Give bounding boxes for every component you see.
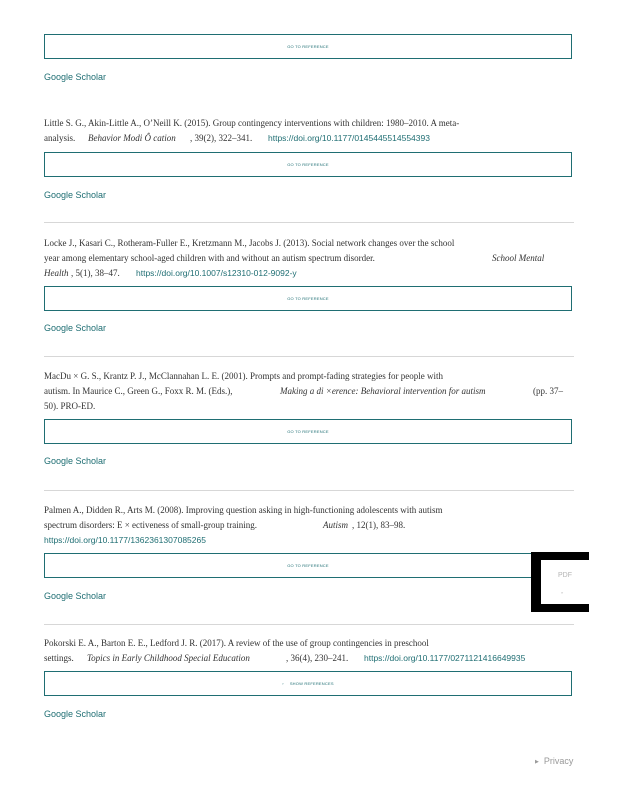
divider bbox=[44, 222, 574, 223]
citation-text: , 12(1), 83–98. bbox=[352, 520, 406, 530]
citation-text: analysis. bbox=[44, 133, 76, 143]
google-scholar-link[interactable]: Google Scholar bbox=[44, 456, 107, 466]
doi-link[interactable]: https://doi.org/10.1177/1362361307085265 bbox=[44, 535, 206, 545]
double-chevron-icon: » bbox=[561, 590, 564, 595]
divider bbox=[44, 356, 574, 357]
doi-link[interactable]: https://doi.org/10.1007/s12310-012-9092-y bbox=[136, 268, 297, 278]
go-to-reference-button[interactable]: GO TO REFERENCE bbox=[44, 553, 572, 578]
triangle-right-icon: ▶ bbox=[535, 759, 539, 765]
citation-text: , 39(2), 322–341. bbox=[190, 133, 253, 143]
citation-text: Pokorski E. A., Barton E. E., Ledford J. R. (2017). A review of the use of group contingencies in preschool bbox=[44, 638, 429, 648]
pdf-label: PDF bbox=[558, 572, 572, 579]
pdf-panel bbox=[531, 552, 589, 612]
google-scholar-link[interactable]: Google Scholar bbox=[44, 323, 107, 333]
book-title: Making a di ×erence: Behavioral intervention for autism bbox=[280, 386, 486, 396]
chevron-right-icon: › bbox=[282, 681, 284, 686]
reference-citation bbox=[44, 236, 574, 281]
go-to-reference-button[interactable]: GO TO REFERENCE bbox=[44, 152, 572, 177]
google-scholar-link[interactable]: Google Scholar bbox=[44, 591, 107, 601]
google-scholar-link[interactable]: Google Scholar bbox=[44, 72, 107, 82]
citation-text: Locke J., Kasari C., Rotheram-Fuller E., Kretzmann M., Jacobs J. (2013). Social network changes over the school bbox=[44, 238, 455, 248]
citation-text: settings. bbox=[44, 653, 74, 663]
journal-title: Topics in Early Childhood Special Education bbox=[87, 653, 250, 663]
journal-title: School Mental bbox=[492, 253, 545, 263]
reference-citation bbox=[44, 503, 574, 548]
show-references-label: SHOW REFERENCES bbox=[289, 681, 334, 686]
journal-title: Health bbox=[44, 268, 69, 278]
citation-text: , 5(1), 38–47. bbox=[71, 268, 120, 278]
reference-citation bbox=[44, 636, 574, 666]
go-to-reference-button[interactable]: GO TO REFERENCE bbox=[44, 34, 572, 59]
doi-link[interactable]: https://doi.org/10.1177/0271121416649935 bbox=[364, 653, 526, 663]
reference-citation bbox=[44, 116, 574, 146]
pdf-button[interactable] bbox=[541, 560, 589, 604]
show-references-button[interactable] bbox=[44, 671, 572, 696]
go-to-reference-button[interactable]: GO TO REFERENCE bbox=[44, 419, 572, 444]
journal-title: Behavior Modi Ô cation bbox=[88, 133, 176, 143]
go-to-reference-button[interactable]: GO TO REFERENCE bbox=[44, 286, 572, 311]
citation-text: Palmen A., Didden R., Arts M. (2008). Improving question asking in high-functioning adolescents with autism bbox=[44, 505, 443, 515]
citation-text: , 36(4), 230–241. bbox=[286, 653, 349, 663]
reference-citation bbox=[44, 369, 574, 414]
citation-text: autism. In Maurice C., Green G., Foxx R. M. (Eds.), bbox=[44, 386, 233, 396]
citation-text: (pp. 37– bbox=[533, 386, 563, 396]
google-scholar-link[interactable]: Google Scholar bbox=[44, 190, 107, 200]
divider bbox=[44, 490, 574, 491]
citation-text: year among elementary school-aged children with and without an autism spectrum disorder. bbox=[44, 253, 375, 263]
privacy-link[interactable] bbox=[535, 756, 573, 766]
citation-text: 50). PRO-ED. bbox=[44, 401, 96, 411]
citation-text: MacDu × G. S., Krantz P. J., McClannahan L. E. (2001). Prompts and prompt-fading strategies for people with bbox=[44, 371, 444, 381]
doi-link[interactable]: https://doi.org/10.1177/0145445514554393 bbox=[268, 133, 430, 143]
citation-text: spectrum disorders: E × ectiveness of small-group training. bbox=[44, 520, 258, 530]
citation-text: Little S. G., Akin-Little A., O’Neill K. (2015). Group contingency interventions with children: 1980–2010. A meta- bbox=[44, 118, 460, 128]
divider bbox=[44, 624, 574, 625]
journal-title: Autism bbox=[323, 520, 349, 530]
google-scholar-link[interactable]: Google Scholar bbox=[44, 709, 107, 719]
privacy-label: Privacy bbox=[543, 756, 574, 766]
